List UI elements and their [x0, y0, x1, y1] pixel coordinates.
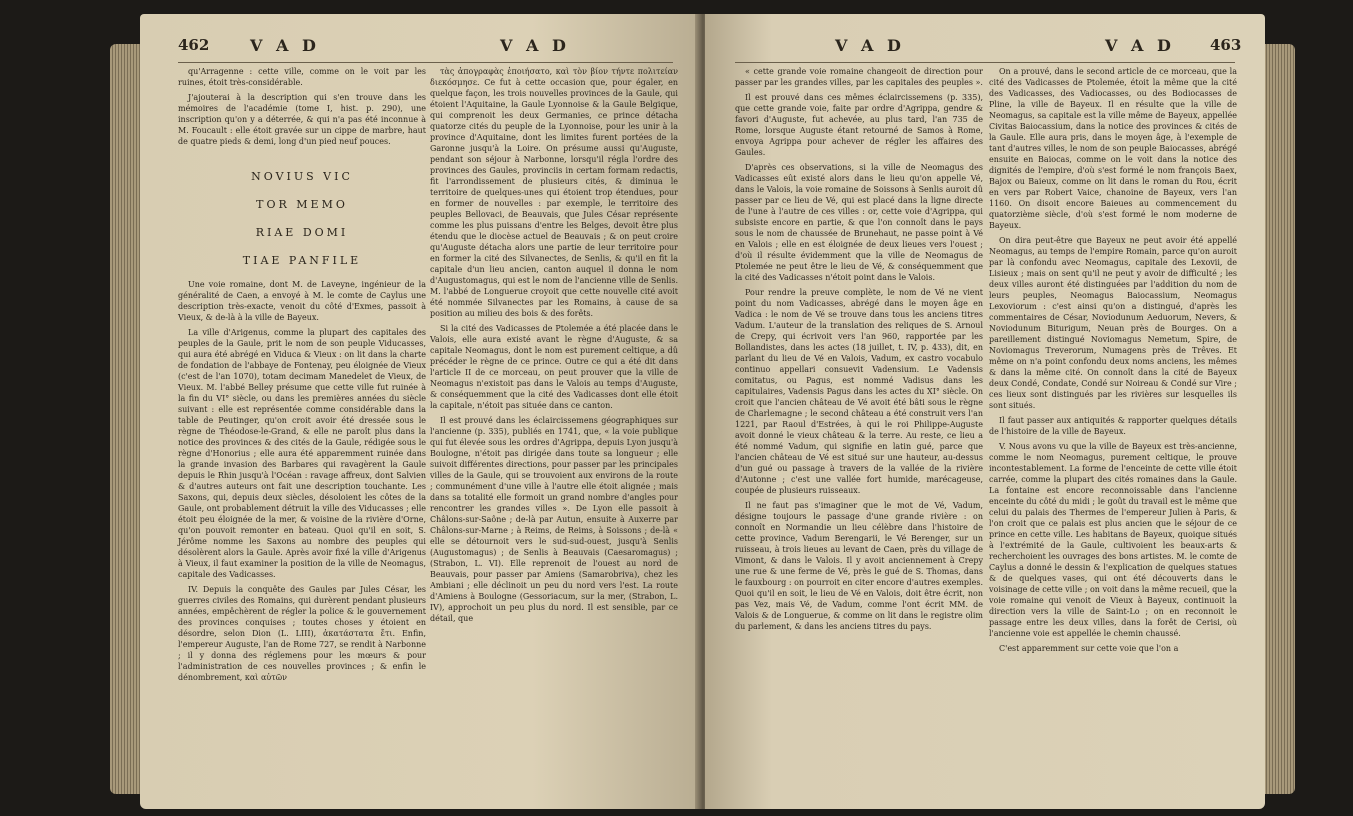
right-col2-header: V A D: [1105, 36, 1175, 55]
left-column-1: [178, 66, 426, 687]
right-page-number: 463: [1210, 36, 1242, 54]
inscription-line: TIAE PANFILE: [242, 254, 362, 267]
paragraph: C'est apparemment sur cette voie que l'on a: [999, 644, 1179, 653]
left-header-rule: [178, 62, 673, 63]
right-page: [705, 14, 1265, 809]
left-col1-header: V A D: [250, 36, 320, 55]
inscription-line: TOR MEMO: [256, 198, 348, 211]
left-column-2: [430, 66, 678, 628]
paragraph: IV. Depuis la conquête des Gaules par Jules César, les guerres civiles des Romains, qui durèrent pendant plusieurs années, empêchèrent de régler la police & le gouvernement des provinces conquises ; toutes choses y étoient en désordre, selon Dion (L. LIII), ἀκατάστατα ἔτι. Enfin, l'empereur Auguste, l'an de Rome 727, se rendit à Narbonne ; il y donna des réglemens pour les mœurs & pour l'administration de ces nouvelles provinces ; & enfin le dénombrement, καὶ αὐτῶν: [178, 585, 426, 682]
right-column-2: [989, 66, 1237, 658]
paragraph: J'ajouterai à la description qui s'en trouve dans les mémoires de l'académie (tome I, hist. p. 290), une inscription qu'on y a déterrée, & qui n'a pas été inconnue à M. Foucault : elle étoit gravée sur un cippe de marbre, haut de quatre pieds & demi, long d'un pied neuf pouces.: [178, 93, 426, 146]
paragraph: Il ne faut pas s'imaginer que le mot de Vé, Vadum, désigne toujours le passage d'une grande rivière : on connoît en Normandie un lieu célèbre dans l'histoire de cette province, Vadum Berengarii, le Vé Berenger, sur un ruisseau, à trois lieues au levant de Caen, près du village de Vimont, & dans le Valois. Il y avoit anciennement à Crepy une rue & une ferme de Vé, près le gué de S. Thomas, dans le fauxbourg : on pourroit en citer encore d'autres exemples. Quoi qu'il en soit, le lieu de Vé en Valois, doit être écrit, non pas Vez, mais Vé, de Vadum, comme l'ont écrit MM. de Valois & de Longuerue, & comme on lit dans le registre olim du parlement, & dans les anciens titres du pays.: [735, 501, 983, 631]
left-page: [140, 14, 700, 809]
paragraph: Il est prouvé dans les éclaircissemens géographiques sur l'ancienne (p. 335), publiés en 1741, que, « la voie publique qui fut élevée sous les ordres d'Agrippa, depuis Lyon jusqu'à Boulogne, n'étoit pas dirigée dans toute sa longueur ; elle suivoit différentes directions, pour passer par les principales villes de la Gaule, qui se trouvoient aux environs de la route ; communément d'une ville à l'autre elle étoit alignée ; mais dans sa totalité elle formoit un grand nombre d'angles pour rencontrer les grandes villes ». De Lyon elle passoit à Châlons-sur-Saône ; de-là par Autun, ensuite à Auxerre par Châlons-sur-Marne ; à Reims, de Reims, à Soissons ; de-là « elle se détournoit vers le sud-sud-ouest, jusqu'à Senlis (Augustomagus) ; de Senlis à Beauvais (Caesaromagus) ; (Strabon, L. VI). Elle reprenoit de l'ouest au nord de Beauvais, pour passer par Amiens (Samarobriva), chez les Ambiani ; elle déclinoit un peu du nord vers l'est. La route d'Amiens à Boulogne (Gessoriacum, sur la mer, (Strabon, L. IV), approchoit un peu plus du nord. Il est sensible, par ce détail, que: [430, 416, 678, 623]
right-header-rule: [735, 62, 1235, 63]
paragraph: D'après ces observations, si la ville de Neomagus des Vadicasses eût existé alors dans le lieu qu'on appelle Vé, dans le Valois, la voie romaine de Soissons à Senlis auroit dû passer par ce lieu de Vé, qui est placé dans la ligne directe de l'une à l'autre de ces villes : or, cette voie d'Agrippa, qui subsiste encore en partie, & que l'on connoît dans le pays sous le nom de chaussée de Brunehaut, ne passe point à Vé en Valois ; elle en est éloignée de deux lieues vers l'ouest ; d'où il résulte évidemment que la ville de Neomagus de Ptolemée ne peut être le lieu de Vé, & conséquemment que la cité des Vadicasses n'étoit point dans le Valois.: [735, 163, 983, 282]
paragraph: On a prouvé, dans le second article de ce morceau, que la cité des Vadicasses de Ptolemée, étoit la même que la cité des Vadicasses, des Vadiocasses, ou des Bodiocasses de Pline, la ville de Bayeux. Il en résulte que la ville de Neomagus, sa capitale est la ville même de Bayeux, appellée Civitas Baiocassium, dans la notice des provinces & cités de la Gaule. Elle aura pris, dans le moyen âge, à l'exemple de tant d'autres villes, le nom de son peuple Baiocasses, abrégé ensuite en Baiocas, comme on le voit dans la notice des dignités de l'empire, d'où s'est formé le nom françois Baex, Bajox ou Baieux, comme on lit dans le roman du Rou, écrit en vers par Robert Vaice, chanoine de Bayeux, vers l'an 1160. On disoit encore Baieues au commencement du quatorzième siècle, d'où s'est formé le nom moderne de Bayeux.: [989, 67, 1237, 230]
left-col2-header: V A D: [500, 36, 570, 55]
paragraph: Une voie romaine, dont M. de Laveyne, ingénieur de la généralité de Caen, a envoyé à M. le comte de Caylus une description très-exacte, venoit du côté d'Exmes, passoit à Vieux, & de-là à la ville de Bayeux.: [178, 280, 426, 322]
paragraph: On dira peut-être que Bayeux ne peut avoir été appellé Neomagus, au temps de l'empire Romain, parce qu'on auroit par là confondu avec Neomagus, capitale des Lexovii, de Lisieux ; mais on sent qu'il ne peut y avoir de difficulté ; les deux villes auront été distinguées par l'addition du nom de leurs peuples, Neomagus Baiocassium, Neomagus Lexoviorum : c'est ainsi qu'on a distingué, d'après les commentaires de César, Noviodunum Aeduorum, Nevers, & Noviodunum Biturigum, Neuan près de Bourges. On a pareillement distingué Noviomagus Nemetum, Spire, de Noviomagus Treverorum, Numagens près de Trêves. Et même on n'a point confondu deux noms anciens, les mêmes & dans la même cité. On connoît dans la cité de Bayeux deux Condé, Condate, Condé sur Noireau & Condé sur Vire ; ces lieux sont distingués par les rivières sur lesquelles ils sont situés.: [989, 236, 1237, 410]
inscription-line: RIAE DOMI: [255, 226, 349, 239]
inscription: [178, 163, 426, 275]
paragraph: Si la cité des Vadicasses de Ptolemée a été placée dans le Valois, elle aura existé avant le règne d'Auguste, & sa capitale Neomagus, dont le nom est purement celtique, a dû précéder le règne de ce prince. Outre ce qui a été dit dans l'article II de ce morceau, on peut prouver que la ville de Neomagus n'existoit pas dans le Valois au temps d'Auguste, & conséquemment que la cité des Vadicasses dont elle étoit la capitale, n'étoit pas située dans ce canton.: [430, 324, 678, 410]
paragraph: « cette grande voie romaine changeoit de direction pour passer par les grandes villes, par les capitales des peuples ».: [735, 67, 983, 87]
paragraph: τὰς ἀπογραφὰς ἐποιήσατο, καὶ τὸν βίον τήντε πολιτείαν διεκόσμησε. Ce fut à cette occasion que, pour égaler, en quelque façon, les trois nouvelles provinces de la Gaule, qui étoient l'Aquitaine, la Gaule Lyonnoise & la Gaule Belgique, qui comprenoit les deux Germanies, ce prince détacha quatorze cités du peuple de la Lyonnoise, pour les unir à la province d'Aquitaine, dont les limites furent portées de la Garonne jusqu'à la Loire. On présume aussi qu'Auguste, pendant son séjour à Narbonne, lorsqu'il régla l'ordre des provinces des Gaules, provinciis in certam formam redactis, fit l'arrondissement de plusieurs cités, & diminua le territoire de quelques-unes qui étoient trop étendues, pour en former de nouvelles : par exemple, le territoire des peuples Bellovaci, de Beauvais, que Jules César représente comme les plus puissans d'entre les Belges, devoit être plus étendu que le diocèse actuel de Beauvais ; & on peut croire qu'Auguste détacha alors une partie de leur territoire pour en former la cité des Silvanectes, de Senlis, & qu'il en fit la capitale d'un lieu ancien, canton auquel il donna le nom d'Augustomagus, qui est le nom de l'ancienne ville de Senlis. M. l'abbé de Longuerue croyoit que cette nouvelle cité avoit été nommée Silvanectes par les Romains, à cause de sa position au milieu des bois & des forêts.: [430, 67, 678, 318]
paragraph: V. Nous avons vu que la ville de Bayeux est très-ancienne, comme le nom Neomagus, purement celtique, le prouve incontestablement. La forme de l'enceinte de cette ville étoit carrée, comme la plupart des cités romaines dans la Gaule. La fontaine est encore reconnoissable dans l'ancienne enceinte du côté du midi ; le goût du travail est le même que celui du palais des Thermes de l'empereur Julien à Paris, & l'on croit que ce palais est plus ancien que le séjour de ce prince en cette ville. Les habitans de Bayeux, quoique situés à l'extrémité de la Gaule, cultivoient les beaux-arts & recherchoient les ouvrages des bons artistes. M. le comte de Caylus a donné le dessin & l'explication de quelques statues & de quelques vases, qui ont été découverts dans le voisinage de cette ville ; on voit dans la même recueil, que la voie romaine qui venoit de Vieux à Bayeux, continuoit la direction vers la ville de Saint-Lo ; on en reconnoit le passage entre les deux villes, dans la forêt de Cerisi, où l'ancienne voie est appellée le chemin chaussé.: [989, 442, 1237, 638]
paragraph: Il est prouvé dans ces mêmes éclaircissemens (p. 335), que cette grande voie, faite par ordre d'Agrippa, gendre & favori d'Auguste, fut achevée, au plus tard, l'an 735 de Rome, lorsque Auguste étant retourné de Samos à Rome, envoya Agrippa pour achever de régler les affaires des Gaules.: [735, 93, 983, 157]
paragraph: Il faut passer aux antiquités & rapporter quelques détails de l'histoire de la ville de Bayeux.: [989, 416, 1237, 436]
left-page-number: 462: [178, 36, 210, 54]
right-col1-header: V A D: [835, 36, 905, 55]
open-book: [140, 14, 1265, 809]
paragraph: Pour rendre la preuve complète, le nom de Vé ne vient point du nom Vadicasses, abrégé dans le moyen âge en Vadica : le nom de Vé se trouve dans tous les anciens titres Vadum. L'auteur de la translation des reliques de S. Arnoul de Crepy, qui écrivoit vers l'an 960, rapportée par les Bollandistes, dans les actes (18 juillet, t. IV, p. 433), dit, en parlant du lieu de Vé en Valois, Vadum, ex castro vocabulo continuo appellari consuevit Vadensium. Le Vadensis comitatus, ou Pagus, est nommé Vadisus dans les capitulaires, Vadensis Pagus dans les actes du XI° siècle. On croit que l'ancien château de Vé avoit été bâti sous le règne de Charlemagne ; le second château a été construit vers l'an 1221, par Raoul d'Estrées, à qui le roi Philippe-Auguste avoit donné le vieux château & la terre. Au reste, ce lieu a été nommé Vadum, qui signifie en latin gué, parce que l'ancien château de Vé est situé sur une hauteur, au-dessus d'un gué ou passage à travers de la vallée de la rivière d'Autonne ; c'est une vallée fort humide, marécageuse, coupée de plusieurs ruisseaux.: [735, 288, 983, 495]
right-column-1: [735, 66, 983, 636]
paragraph: La ville d'Arigenus, comme la plupart des capitales des peuples de la Gaule, prit le nom de son peuple Viducasses, qui aura été abrégé en Viduca & Vieux : on lit dans la charte de fondation de l'abbaye de Fontenay, peu éloignée de Vieux (c'est de l'an 1070), totam decimam Manedelet de Vieux, de Vieux. M. l'abbé Belley présume que cette ville fut ruinée à la fin du VI° siècle, ou dans les premières années du siècle suivant : elle est représentée comme considérable dans la table de Peutinger, qu'on croit avoir été dressée sous le règne de Théodose-le-Grand, & elle ne paroît plus dans la notice des provinces & des cités de la Gaule, rédigée sous le règne d'Honorius ; elle aura été apparemment ruinée dans la grande invasion des Barbares qui ravagèrent la Gaule depuis le Rhin jusqu'à l'Océan : ravage affreux, dont Salvien & d'autres auteurs ont fait une description touchante. Les Saxons, qui, depuis deux siècles, désoloient les côtes de la Gaule, ont probablement détruit la ville des Viducasses ; elle étoit peu éloignée de la mer, & voisine de la rivière d'Orne, qu'on pouvoit remonter en bateau. Quoi qu'il en soit, S. Jérôme nomme les Saxons au nombre des peuples qui désolèrent alors la Gaule. Après avoir fixé la ville d'Arigenus à Vieux, il faut examiner la position de la ville de Neomagus, capitale des Vadicasses.: [178, 328, 426, 579]
paragraph: qu'Arragenne : cette ville, comme on le voit par les ruines, étoit très-considérable.: [178, 67, 426, 87]
inscription-line: NOVIUS VIC: [251, 170, 353, 183]
